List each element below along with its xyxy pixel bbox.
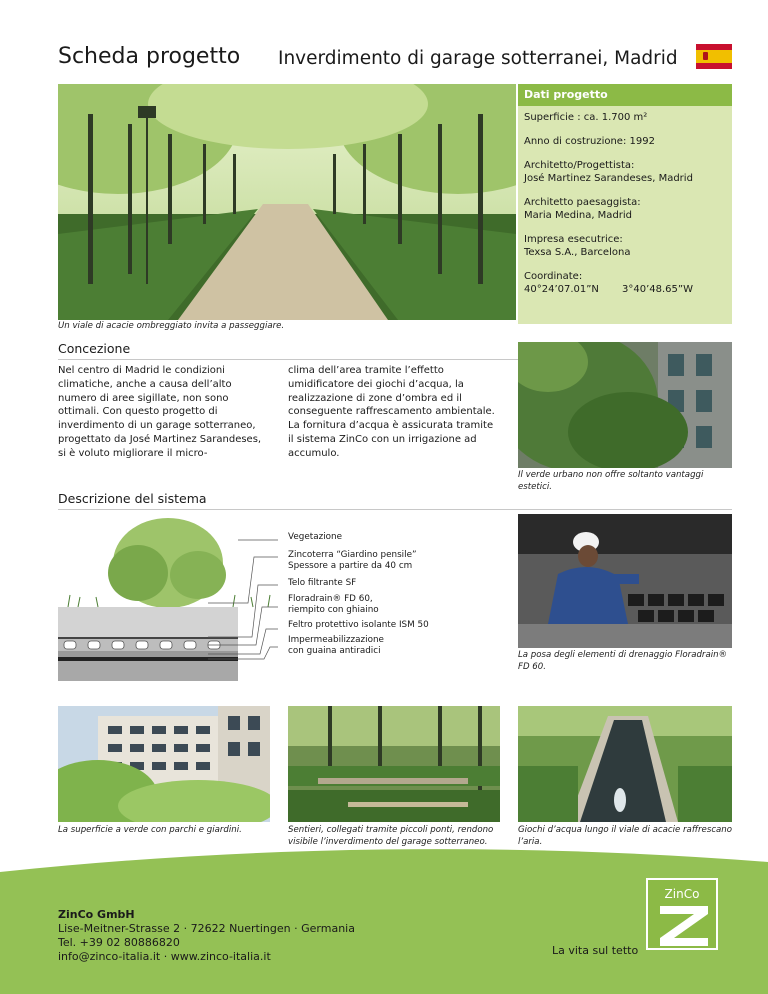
layer-label-line: Spessore a partire da 40 cm xyxy=(288,561,413,571)
data-item-line: José Martinez Sarandeses, Madrid xyxy=(524,173,693,184)
drainage-caption: La posa degli elementi di drenaggio Floradrain® FD 60. xyxy=(518,650,728,672)
worker-installing-drainage-photo xyxy=(518,514,732,648)
layer-label-line: con guaina antiradici xyxy=(288,646,381,656)
company-phone: Tel. +39 02 80886820 xyxy=(58,936,180,949)
zinco-z-icon xyxy=(648,880,720,952)
data-item-line: Impresa esecutrice: xyxy=(524,234,623,245)
water-feature-photo xyxy=(518,706,732,822)
apartment-park-photo xyxy=(58,706,270,822)
data-item-line: Superficie : ca. 1.700 m² xyxy=(524,112,648,123)
layer-label-line: Telo filtrante SF xyxy=(288,578,357,588)
company-address: Lise-Meitner-Strasse 2 · 72622 Nuertingen · Germania xyxy=(58,922,355,935)
system-heading: Descrizione del sistema xyxy=(58,491,207,506)
tagline: La vita sul tetto xyxy=(552,944,639,957)
layer-label-filter xyxy=(288,578,356,589)
project-data-panel xyxy=(518,84,732,324)
coordinate-longitude: 3°40’48.65”W xyxy=(622,284,693,295)
data-item-year xyxy=(524,135,726,148)
data-item-area xyxy=(524,111,726,124)
acacia-avenue-photo xyxy=(58,84,516,320)
layer-label-protection xyxy=(288,620,429,631)
layer-label-line: Floradrain® FD 60, xyxy=(288,594,373,604)
gallery-caption-1: La superficie a verde con parchi e giardini. xyxy=(58,825,242,835)
ivy-caption: Il verde urbano non offre soltanto vantaggi estetici. xyxy=(518,470,704,492)
gallery-caption-3: Giochi d’acqua lungo il viale di acacie raffrescano l’aria. xyxy=(518,825,733,847)
concept-heading: Concezione xyxy=(58,341,131,356)
hero-caption: Un viale di acacie ombreggiato invita a passeggiare. xyxy=(58,321,285,331)
data-item-contractor xyxy=(524,233,726,259)
page-title: Scheda progetto xyxy=(58,44,241,69)
company-info xyxy=(58,908,355,964)
gallery-caption-2: Sentieri, collegati tramite piccoli ponti, rendono visibile l’inverdimento del garage sotterraneo. xyxy=(288,825,494,847)
layer-label-waterproofing xyxy=(288,635,384,657)
layer-label-substrate xyxy=(288,550,417,572)
data-item-line: Architetto/Progettista: xyxy=(524,160,635,171)
coordinate-latitude: 40°24’07.01”N xyxy=(524,284,599,295)
company-web[interactable]: info@zinco-italia.it · www.zinco-italia.it xyxy=(58,950,271,963)
concept-text-col1: Nel centro di Madrid le condizioni climatiche, anche a causa dell’alto numero di aree sigillate, non sono ottimali. Con questo progetto di inverdimento di un garage sotterraneo, progettato da José Martinez Sarandeses, si è voluto migliorare il micro- xyxy=(58,365,262,459)
page-subtitle: Inverdimento di garage sotterranei, Madrid xyxy=(278,48,678,69)
layer-label-line: Feltro protettivo isolante ISM 50 xyxy=(288,620,429,630)
layer-label-line: riempito con ghiaino xyxy=(288,605,379,615)
layer-label-drainage xyxy=(288,594,379,616)
data-item-line: Texsa S.A., Barcelona xyxy=(524,247,631,258)
data-item-line: Maria Medina, Madrid xyxy=(524,210,633,221)
concept-text-col2: clima dell’area tramite l’effetto umidificatore dei giochi d’acqua, la realizzazione di zone d’ombra ed il conseguente raffrescamento ambientale. La fornitura d’acqua è assicurata tramite il sistema ZinCo con un irrigazione ad accumulo. xyxy=(288,365,495,459)
logo-text: ZinCo xyxy=(664,887,700,901)
coordinates-label: Coordinate: xyxy=(524,271,583,282)
garden-paths-photo xyxy=(288,706,500,822)
layer-label-vegetation xyxy=(288,532,342,543)
layer-label-line: Vegetazione xyxy=(288,532,343,542)
data-item-coordinates xyxy=(524,270,726,296)
divider xyxy=(58,509,732,510)
zinco-logo xyxy=(646,878,718,950)
data-item-line: Anno di costruzione: 1992 xyxy=(524,136,655,147)
layer-label-line: Zincoterra “Giardino pensile” xyxy=(288,550,417,560)
system-build-up-diagram xyxy=(58,513,284,689)
ivy-building-photo xyxy=(518,342,732,468)
company-name: ZinCo GmbH xyxy=(58,908,135,921)
spain-flag-icon xyxy=(696,44,732,69)
data-item-line: Architetto paesaggista: xyxy=(524,197,641,208)
data-item-landscape-architect xyxy=(524,196,726,222)
project-data-heading: Dati progetto xyxy=(518,84,732,106)
layer-label-line: Impermeabilizzazione xyxy=(288,635,384,645)
data-item-architect xyxy=(524,159,726,185)
